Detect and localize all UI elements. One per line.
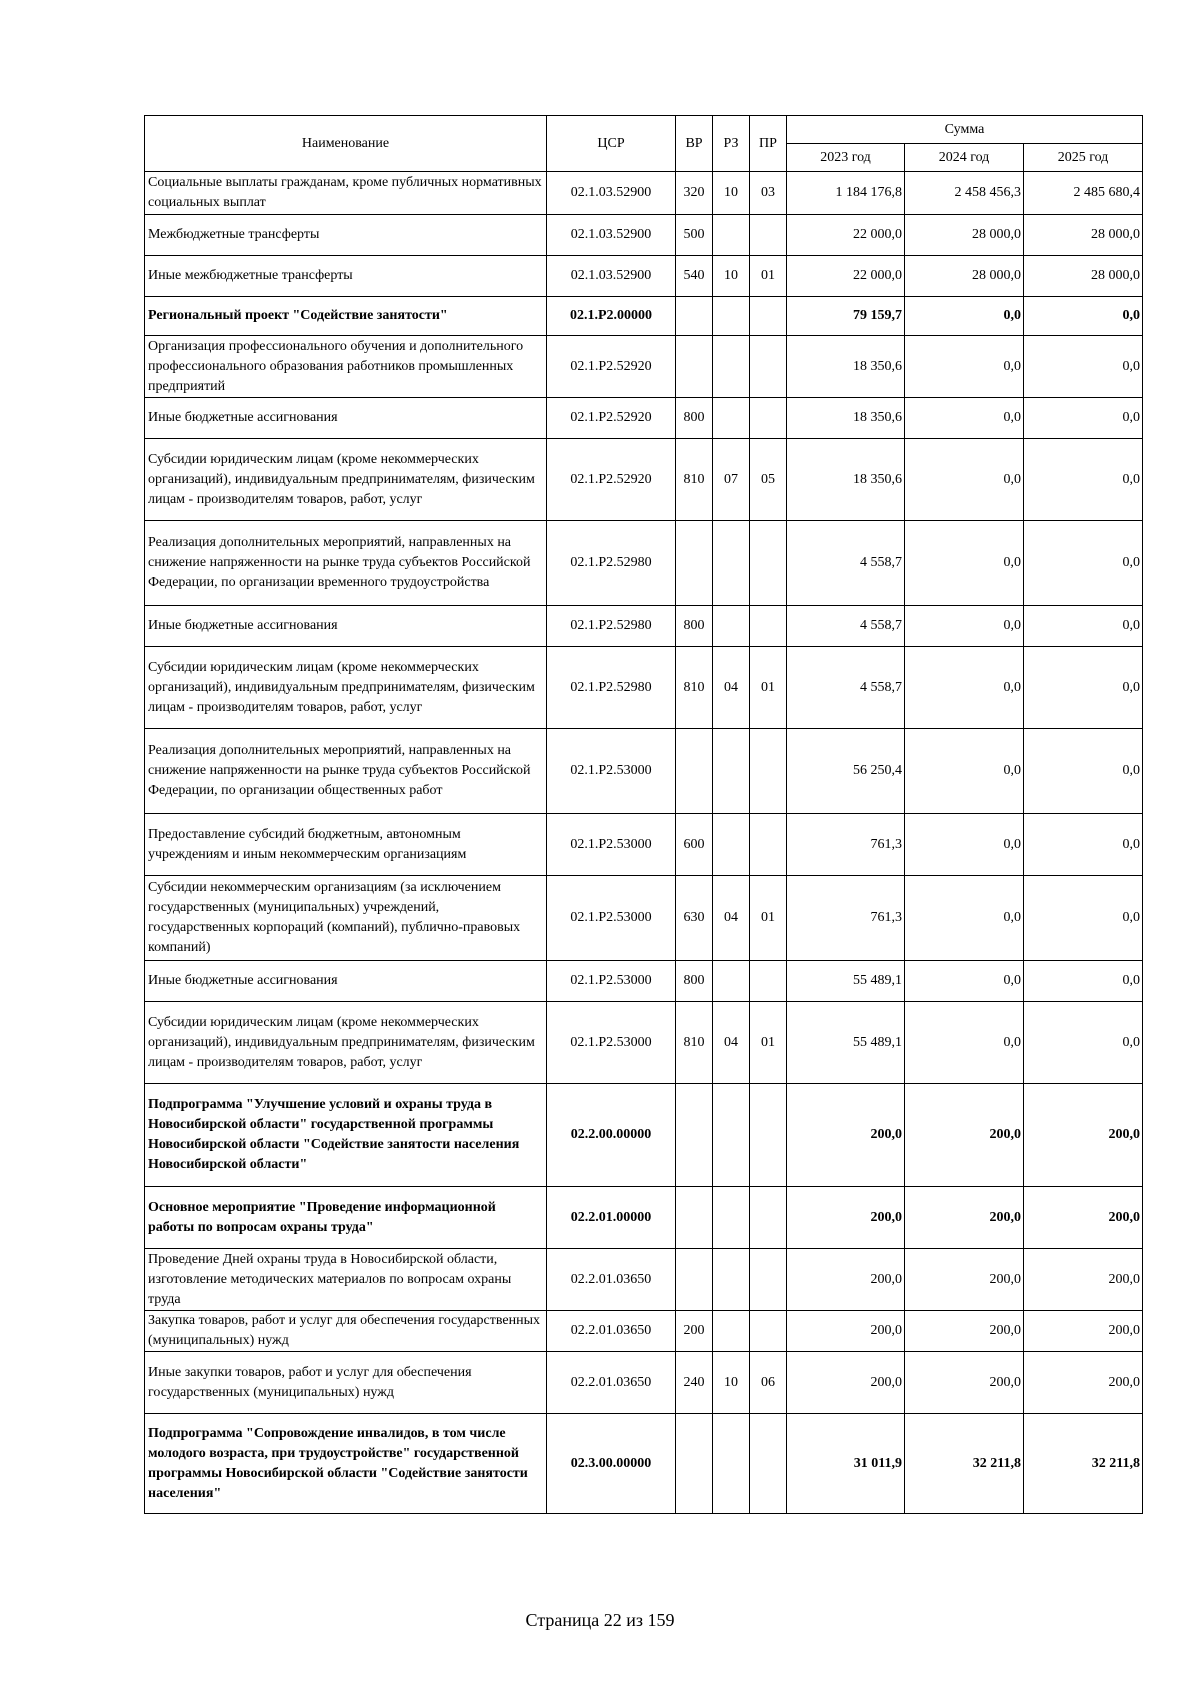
cell-y2024: 28 000,0 — [905, 256, 1024, 297]
cell-y2023: 1 184 176,8 — [787, 172, 905, 215]
cell-y2023: 22 000,0 — [787, 256, 905, 297]
cell-y2025: 2 485 680,4 — [1024, 172, 1143, 215]
cell-y2024: 0,0 — [905, 729, 1024, 814]
cell-vr: 810 — [676, 1002, 713, 1084]
cell-name: Подпрограмма "Улучшение условий и охраны труда в Новосибирской области" государственной программы Новосибирской области "Содействие занятости населения Новосибирской области" — [145, 1084, 547, 1187]
cell-y2024: 200,0 — [905, 1084, 1024, 1187]
cell-y2025: 0,0 — [1024, 297, 1143, 336]
cell-y2023: 55 489,1 — [787, 961, 905, 1002]
cell-rz: 04 — [713, 876, 750, 961]
cell-y2025: 0,0 — [1024, 439, 1143, 521]
cell-name: Субсидии юридическим лицам (кроме некоммерческих организаций), индивидуальным предпринимателям, физическим лицам - производителям товаров, работ, услуг — [145, 647, 547, 729]
cell-csr: 02.1.P2.52980 — [547, 606, 676, 647]
header-rz: РЗ — [713, 116, 750, 172]
cell-csr: 02.3.00.00000 — [547, 1414, 676, 1514]
cell-name: Проведение Дней охраны труда в Новосибирской области, изготовление методических материалов по вопросам охраны труда — [145, 1249, 547, 1311]
cell-vr — [676, 1084, 713, 1187]
table-row — [145, 256, 1143, 297]
cell-rz — [713, 1414, 750, 1514]
cell-y2025: 0,0 — [1024, 1002, 1143, 1084]
cell-rz: 04 — [713, 1002, 750, 1084]
cell-y2024: 0,0 — [905, 961, 1024, 1002]
cell-vr: 810 — [676, 647, 713, 729]
cell-y2023: 761,3 — [787, 876, 905, 961]
cell-rz — [713, 606, 750, 647]
cell-csr: 02.1.P2.53000 — [547, 876, 676, 961]
cell-y2023: 200,0 — [787, 1311, 905, 1352]
cell-name: Субсидии юридическим лицам (кроме некоммерческих организаций), индивидуальным предпринимателям, физическим лицам - производителям товаров, работ, услуг — [145, 439, 547, 521]
cell-y2023: 200,0 — [787, 1352, 905, 1414]
table-row — [145, 1002, 1143, 1084]
cell-rz — [713, 297, 750, 336]
cell-name: Предоставление субсидий бюджетным, автономным учреждениям и иным некоммерческим организациям — [145, 814, 547, 876]
cell-y2023: 18 350,6 — [787, 439, 905, 521]
cell-y2024: 200,0 — [905, 1187, 1024, 1249]
cell-csr: 02.1.P2.52920 — [547, 439, 676, 521]
cell-y2025: 0,0 — [1024, 647, 1143, 729]
cell-y2023: 18 350,6 — [787, 336, 905, 398]
cell-y2024: 0,0 — [905, 876, 1024, 961]
cell-pr — [750, 1084, 787, 1187]
cell-csr: 02.1.P2.53000 — [547, 729, 676, 814]
cell-y2025: 200,0 — [1024, 1352, 1143, 1414]
cell-y2023: 200,0 — [787, 1084, 905, 1187]
cell-y2023: 22 000,0 — [787, 215, 905, 256]
table-row — [145, 876, 1143, 961]
cell-vr: 800 — [676, 398, 713, 439]
cell-pr — [750, 297, 787, 336]
cell-pr: 01 — [750, 1002, 787, 1084]
cell-csr: 02.2.01.03650 — [547, 1311, 676, 1352]
table-row — [145, 606, 1143, 647]
cell-rz — [713, 814, 750, 876]
header-year-2023: 2023 год — [787, 144, 905, 172]
cell-name: Иные бюджетные ассигнования — [145, 961, 547, 1002]
table-row — [145, 439, 1143, 521]
cell-pr — [750, 606, 787, 647]
cell-pr: 05 — [750, 439, 787, 521]
cell-y2023: 55 489,1 — [787, 1002, 905, 1084]
table-row — [145, 1187, 1143, 1249]
cell-rz — [713, 398, 750, 439]
table-row — [145, 814, 1143, 876]
cell-rz — [713, 521, 750, 606]
cell-csr: 02.1.P2.53000 — [547, 961, 676, 1002]
cell-y2025: 28 000,0 — [1024, 256, 1143, 297]
header-name: Наименование — [145, 116, 547, 172]
cell-y2025: 32 211,8 — [1024, 1414, 1143, 1514]
table-row — [145, 647, 1143, 729]
cell-y2025: 0,0 — [1024, 336, 1143, 398]
cell-rz — [713, 1249, 750, 1311]
cell-rz: 07 — [713, 439, 750, 521]
table-row — [145, 1249, 1143, 1311]
table-row — [145, 398, 1143, 439]
cell-csr: 02.1.03.52900 — [547, 215, 676, 256]
cell-vr: 810 — [676, 439, 713, 521]
cell-csr: 02.1.P2.00000 — [547, 297, 676, 336]
cell-y2025: 200,0 — [1024, 1311, 1143, 1352]
cell-rz: 10 — [713, 172, 750, 215]
cell-csr: 02.2.01.00000 — [547, 1187, 676, 1249]
cell-y2023: 4 558,7 — [787, 606, 905, 647]
cell-csr: 02.2.01.03650 — [547, 1249, 676, 1311]
cell-name: Реализация дополнительных мероприятий, направленных на снижение напряженности на рынке труда субъектов Российской Федерации, по организации временного трудоустройства — [145, 521, 547, 606]
cell-vr: 540 — [676, 256, 713, 297]
cell-pr — [750, 1311, 787, 1352]
cell-y2023: 200,0 — [787, 1187, 905, 1249]
cell-y2023: 4 558,7 — [787, 521, 905, 606]
header-sum: Сумма — [787, 116, 1143, 144]
cell-pr — [750, 1414, 787, 1514]
table-row — [145, 1311, 1143, 1352]
cell-csr: 02.1.P2.53000 — [547, 814, 676, 876]
table-row — [145, 961, 1143, 1002]
page-footer: Страница 22 из 159 — [525, 1610, 675, 1630]
cell-rz: 10 — [713, 1352, 750, 1414]
cell-rz — [713, 215, 750, 256]
cell-y2024: 0,0 — [905, 297, 1024, 336]
cell-name: Подпрограмма "Сопровождение инвалидов, в том числе молодого возраста, при трудоустройстве" государственной программы Новосибирской области "Содействие занятости населения" — [145, 1414, 547, 1514]
cell-name: Субсидии некоммерческим организациям (за исключением государственных (муниципальных) учреждений, государственных корпораций (компаний), публично-правовых компаний) — [145, 876, 547, 961]
cell-csr: 02.1.03.52900 — [547, 172, 676, 215]
cell-csr: 02.2.00.00000 — [547, 1084, 676, 1187]
cell-pr: 01 — [750, 876, 787, 961]
cell-pr: 03 — [750, 172, 787, 215]
cell-y2024: 32 211,8 — [905, 1414, 1024, 1514]
cell-rz — [713, 1311, 750, 1352]
cell-pr — [750, 1187, 787, 1249]
cell-rz: 10 — [713, 256, 750, 297]
cell-vr: 240 — [676, 1352, 713, 1414]
cell-y2024: 200,0 — [905, 1311, 1024, 1352]
cell-vr: 600 — [676, 814, 713, 876]
cell-pr — [750, 521, 787, 606]
cell-pr: 01 — [750, 647, 787, 729]
cell-name: Субсидии юридическим лицам (кроме некоммерческих организаций), индивидуальным предпринимателям, физическим лицам - производителям товаров, работ, услуг — [145, 1002, 547, 1084]
cell-vr — [676, 729, 713, 814]
cell-y2024: 28 000,0 — [905, 215, 1024, 256]
table-row — [145, 729, 1143, 814]
table-row — [145, 172, 1143, 215]
cell-y2025: 0,0 — [1024, 876, 1143, 961]
cell-pr — [750, 398, 787, 439]
cell-y2023: 18 350,6 — [787, 398, 905, 439]
table-row — [145, 336, 1143, 398]
header-vr: ВР — [676, 116, 713, 172]
cell-vr: 800 — [676, 961, 713, 1002]
cell-y2025: 0,0 — [1024, 729, 1143, 814]
cell-y2024: 0,0 — [905, 336, 1024, 398]
cell-name: Иные бюджетные ассигнования — [145, 606, 547, 647]
cell-csr: 02.2.01.03650 — [547, 1352, 676, 1414]
cell-name: Организация профессионального обучения и дополнительного профессионального образования работников промышленных предприятий — [145, 336, 547, 398]
cell-name: Иные межбюджетные трансферты — [145, 256, 547, 297]
cell-csr: 02.1.P2.52920 — [547, 398, 676, 439]
table-row — [145, 1352, 1143, 1414]
cell-rz — [713, 961, 750, 1002]
cell-pr — [750, 814, 787, 876]
cell-y2023: 761,3 — [787, 814, 905, 876]
cell-y2024: 0,0 — [905, 606, 1024, 647]
cell-name: Закупка товаров, работ и услуг для обеспечения государственных (муниципальных) нужд — [145, 1311, 547, 1352]
table-row — [145, 1414, 1143, 1514]
table-row — [145, 215, 1143, 256]
cell-y2023: 200,0 — [787, 1249, 905, 1311]
cell-y2024: 0,0 — [905, 814, 1024, 876]
cell-pr — [750, 961, 787, 1002]
table-row — [145, 1084, 1143, 1187]
cell-rz — [713, 1187, 750, 1249]
cell-y2024: 0,0 — [905, 439, 1024, 521]
table-row — [145, 521, 1143, 606]
budget-table — [144, 115, 1143, 1514]
cell-rz — [713, 729, 750, 814]
cell-y2024: 0,0 — [905, 521, 1024, 606]
cell-vr — [676, 297, 713, 336]
table-body — [145, 172, 1143, 1514]
cell-y2023: 79 159,7 — [787, 297, 905, 336]
header-csr: ЦСР — [547, 116, 676, 172]
cell-rz: 04 — [713, 647, 750, 729]
cell-vr — [676, 1414, 713, 1514]
cell-y2025: 0,0 — [1024, 961, 1143, 1002]
cell-y2024: 0,0 — [905, 398, 1024, 439]
cell-rz — [713, 1084, 750, 1187]
cell-csr: 02.1.P2.52920 — [547, 336, 676, 398]
cell-rz — [713, 336, 750, 398]
header-pr: ПР — [750, 116, 787, 172]
cell-pr — [750, 215, 787, 256]
cell-y2023: 4 558,7 — [787, 647, 905, 729]
cell-name: Социальные выплаты гражданам, кроме публичных нормативных социальных выплат — [145, 172, 547, 215]
cell-y2024: 2 458 456,3 — [905, 172, 1024, 215]
cell-y2025: 0,0 — [1024, 521, 1143, 606]
table-row — [145, 297, 1143, 336]
cell-vr — [676, 1249, 713, 1311]
cell-y2025: 0,0 — [1024, 606, 1143, 647]
cell-name: Основное мероприятие "Проведение информационной работы по вопросам охраны труда" — [145, 1187, 547, 1249]
cell-csr: 02.1.03.52900 — [547, 256, 676, 297]
cell-y2024: 200,0 — [905, 1249, 1024, 1311]
cell-y2025: 200,0 — [1024, 1084, 1143, 1187]
cell-name: Региональный проект "Содействие занятости" — [145, 297, 547, 336]
cell-vr — [676, 336, 713, 398]
cell-vr: 500 — [676, 215, 713, 256]
cell-y2024: 0,0 — [905, 1002, 1024, 1084]
cell-pr — [750, 1249, 787, 1311]
cell-vr — [676, 521, 713, 606]
cell-vr: 630 — [676, 876, 713, 961]
cell-name: Реализация дополнительных мероприятий, направленных на снижение напряженности на рынке труда субъектов Российской Федерации, по организации общественных работ — [145, 729, 547, 814]
cell-csr: 02.1.P2.53000 — [547, 1002, 676, 1084]
cell-y2025: 200,0 — [1024, 1187, 1143, 1249]
cell-y2023: 56 250,4 — [787, 729, 905, 814]
cell-pr — [750, 336, 787, 398]
cell-y2024: 200,0 — [905, 1352, 1024, 1414]
cell-pr: 06 — [750, 1352, 787, 1414]
header-year-2024: 2024 год — [905, 144, 1024, 172]
cell-y2025: 28 000,0 — [1024, 215, 1143, 256]
cell-vr — [676, 1187, 713, 1249]
cell-name: Иные закупки товаров, работ и услуг для обеспечения государственных (муниципальных) нужд — [145, 1352, 547, 1414]
cell-y2024: 0,0 — [905, 647, 1024, 729]
cell-name: Межбюджетные трансферты — [145, 215, 547, 256]
cell-name: Иные бюджетные ассигнования — [145, 398, 547, 439]
cell-pr — [750, 729, 787, 814]
cell-csr: 02.1.P2.52980 — [547, 521, 676, 606]
cell-y2023: 31 011,9 — [787, 1414, 905, 1514]
cell-vr: 200 — [676, 1311, 713, 1352]
cell-csr: 02.1.P2.52980 — [547, 647, 676, 729]
cell-y2025: 0,0 — [1024, 398, 1143, 439]
cell-pr: 01 — [750, 256, 787, 297]
cell-vr: 320 — [676, 172, 713, 215]
cell-vr: 800 — [676, 606, 713, 647]
header-year-2025: 2025 год — [1024, 144, 1143, 172]
cell-y2025: 200,0 — [1024, 1249, 1143, 1311]
cell-y2025: 0,0 — [1024, 814, 1143, 876]
